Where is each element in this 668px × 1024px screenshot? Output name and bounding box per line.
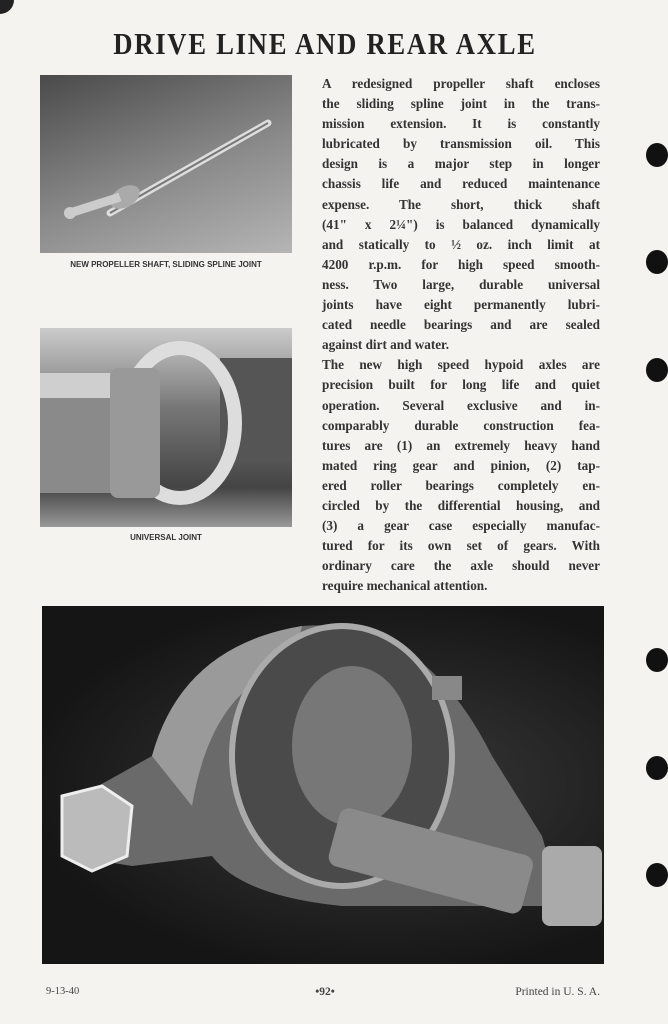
text-line: design is a major step in longer (322, 156, 600, 172)
text-line: chassis life and reduced maintenance (322, 176, 600, 192)
text-line: tures are (1) an extremely heavy hand (322, 437, 600, 453)
text-line: and statically to ½ oz. inch limit at (322, 236, 600, 252)
text-line: ness. Two large, durable universal (322, 276, 600, 292)
universal-joint-photo (40, 328, 292, 527)
text-line: lubricated by transmission oil. This (322, 136, 600, 152)
binder-hole (646, 358, 668, 382)
text-line: mission extension. It is constantly (322, 116, 600, 132)
text-line: The new high speed hypoid axles are (322, 357, 600, 373)
page-corner (0, 0, 14, 14)
binder-hole (646, 250, 668, 274)
body-text (322, 74, 600, 596)
joint-caption: UNIVERSAL JOINT (130, 533, 202, 542)
text-line: mated ring gear and pinion, (2) tap- (322, 457, 600, 473)
shaft-caption: NEW PROPELLER SHAFT, SLIDING SPLINE JOINT (70, 260, 262, 269)
text-line: ered roller bearings completely en- (322, 477, 600, 493)
text-line: 4200 r.p.m. for high speed smooth- (322, 256, 600, 272)
text-line: against dirt and water. (322, 337, 449, 353)
binder-hole (646, 756, 668, 780)
text-line: circled by the differential housing, and (322, 497, 600, 513)
binder-hole (646, 143, 668, 167)
footer-date: 9-13-40 (46, 986, 80, 997)
page-title: DRIVE LINE AND REAR AXLE (113, 26, 537, 61)
text-line: (41" x 2¼") is balanced dynamically (322, 216, 600, 232)
text-line: cated needle bearings and are sealed (322, 317, 600, 333)
binder-hole (646, 863, 668, 887)
rear-axle-cutaway-photo (42, 606, 604, 964)
text-line: require mechanical attention. (322, 578, 488, 594)
text-line: expense. The short, thick shaft (322, 196, 600, 212)
text-line: tured for its own set of gears. With (322, 538, 600, 554)
page-number: •92• (315, 986, 335, 998)
propeller-shaft-photo (40, 75, 292, 253)
text-line: comparably durable construction fea- (322, 417, 600, 433)
text-line: precision built for long life and quiet (322, 377, 600, 393)
text-line: (3) a gear case especially manufac- (322, 518, 600, 534)
text-line: the sliding spline joint in the trans- (322, 96, 600, 112)
text-line: A redesigned propeller shaft encloses (322, 76, 600, 91)
text-line: joints have eight permanently lubri- (322, 297, 600, 313)
text-line: ordinary care the axle should never (322, 558, 600, 574)
text-line: operation. Several exclusive and in- (322, 397, 600, 413)
printed-in: Printed in U. S. A. (515, 986, 600, 998)
binder-hole (646, 648, 668, 672)
